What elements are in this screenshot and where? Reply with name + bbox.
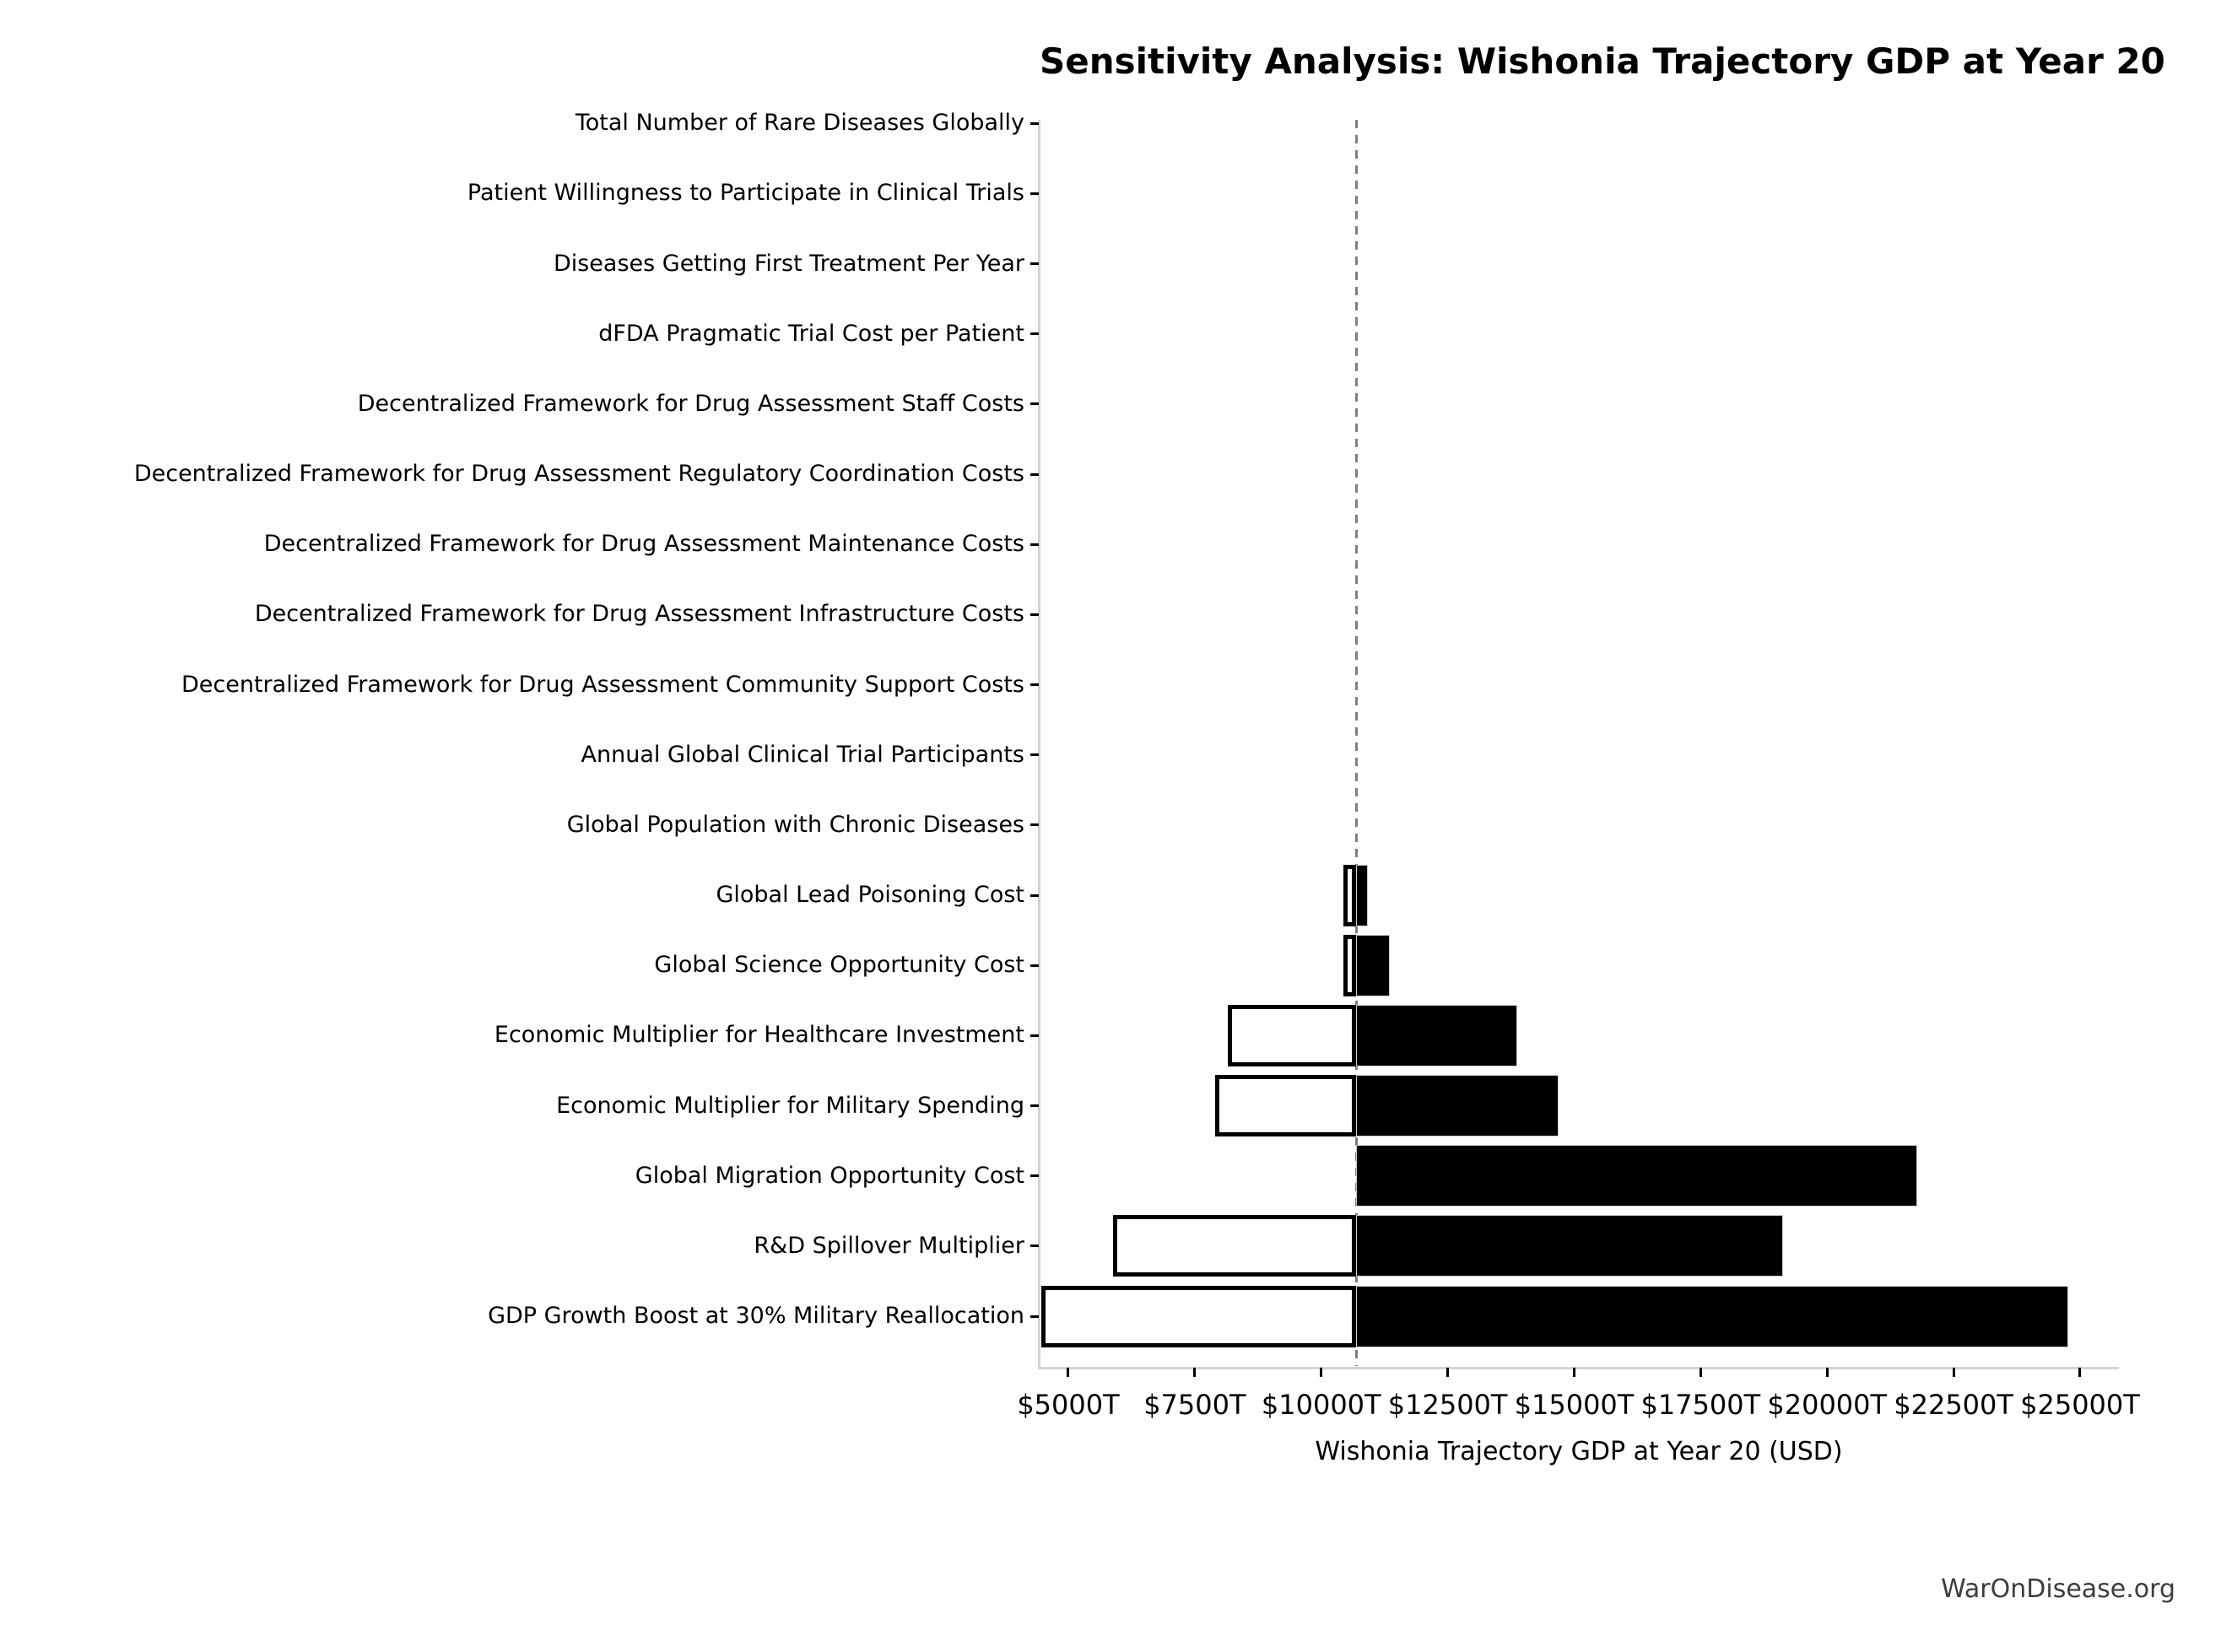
y-axis-label: Global Lead Poisoning Cost [716, 882, 1024, 909]
y-axis-label: Decentralized Framework for Drug Assessment Regulatory Coordination Costs [133, 461, 1024, 488]
x-tick-label: $7500T [1143, 1389, 1246, 1421]
chart-title: Sensitivity Analysis: Wishonia Trajectory GDP at Year 20 [1040, 40, 2165, 82]
x-tick-label: $20000T [1767, 1389, 1888, 1421]
y-axis-label: Global Migration Opportunity Cost [635, 1162, 1024, 1189]
watermark: WarOnDisease.org [1941, 1574, 2175, 1604]
y-axis-label: Decentralized Framework for Drug Assessment Community Support Costs [181, 671, 1024, 698]
y-axis-label: Decentralized Framework for Drug Assessment Staff Costs [357, 390, 1024, 417]
y-axis-label: Diseases Getting First Treatment Per Year [553, 250, 1024, 277]
y-axis-label: Total Number of Rare Diseases Globally [575, 110, 1024, 137]
y-axis-label: Decentralized Framework for Drug Assessment Infrastructure Costs [254, 601, 1024, 628]
x-tick-label: $5000T [1017, 1389, 1120, 1421]
x-tick-label: $15000T [1514, 1389, 1635, 1421]
x-tick-label: $17500T [1640, 1389, 1761, 1421]
y-axis-label: Patient Willingness to Participate in Clinical Trials [467, 180, 1024, 207]
y-axis-label: Annual Global Clinical Trial Participants [581, 741, 1024, 768]
y-axis-label: Global Science Opportunity Cost [654, 952, 1024, 979]
y-axis-label: Decentralized Framework for Drug Assessment Maintenance Costs [263, 531, 1024, 558]
y-axis-label: dFDA Pragmatic Trial Cost per Patient [598, 320, 1024, 347]
y-axis-label: Economic Multiplier for Healthcare Investment [494, 1022, 1024, 1049]
y-axis-label: Economic Multiplier for Military Spending [556, 1092, 1024, 1119]
x-axis-label: Wishonia Trajectory GDP at Year 20 (USD) [1315, 1437, 1843, 1466]
x-tick-label: $10000T [1261, 1389, 1381, 1421]
y-axis-label: R&D Spillover Multiplier [754, 1232, 1024, 1259]
y-axis-label: Global Population with Chronic Diseases [566, 811, 1024, 838]
x-tick-label: $12500T [1387, 1389, 1508, 1421]
x-tick-label: $25000T [2020, 1389, 2140, 1421]
y-axis-label: GDP Growth Boost at 30% Military Reallocation [488, 1303, 1024, 1330]
x-tick-label: $22500T [1894, 1389, 2013, 1421]
